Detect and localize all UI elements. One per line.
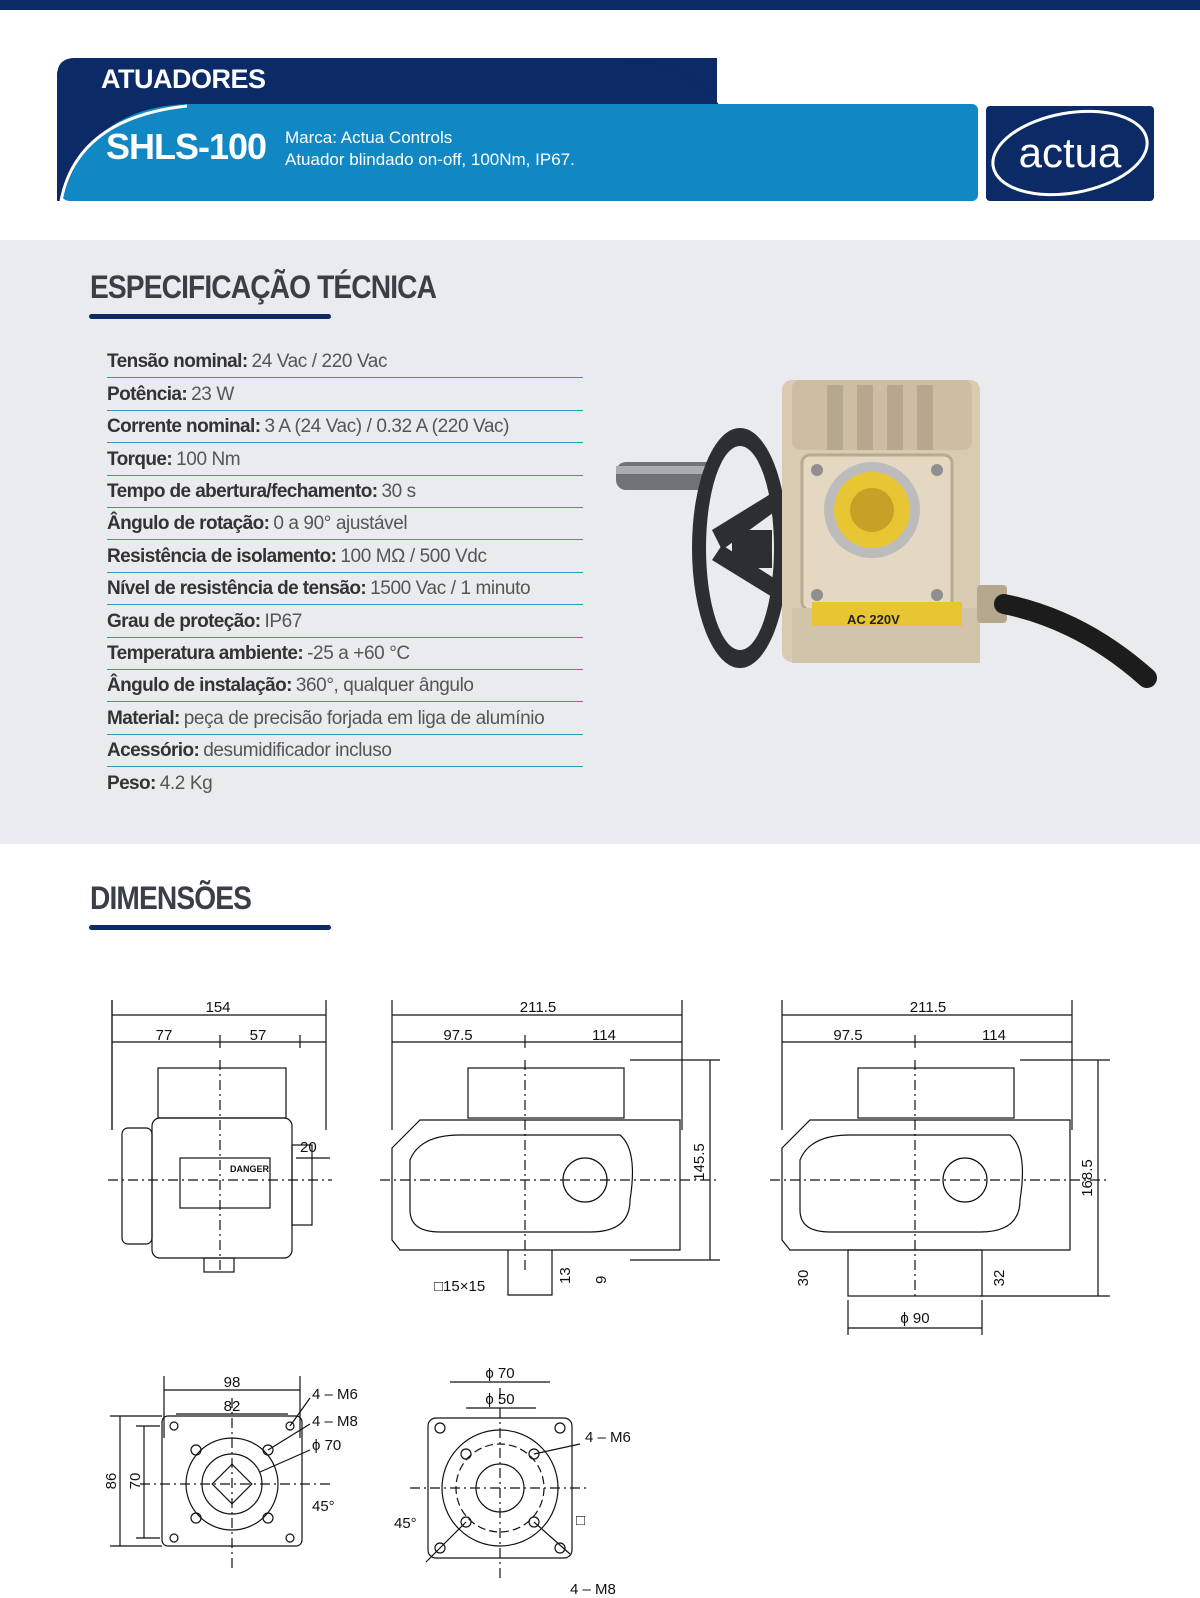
spec-label: Tempo de abertura/fechamento: — [107, 480, 378, 502]
spec-value: 23 W — [191, 383, 234, 405]
spec-label: Acessório: — [107, 740, 200, 762]
logo-text: actua — [1018, 129, 1122, 176]
flange-holes-m6: 4 – M6 — [585, 1429, 631, 1446]
spec-row — [107, 540, 583, 572]
spec-row — [107, 735, 583, 767]
spec-label: Resistência de isolamento: — [107, 545, 337, 567]
flange-square: □ — [576, 1512, 586, 1529]
front-dim-13: 13 — [557, 1267, 574, 1284]
flange-angle: 45° — [394, 1515, 417, 1532]
spec-title: ESPECIFICAÇÃO TÉCNICA — [90, 269, 437, 305]
spec-row — [107, 411, 583, 443]
flange-dia-outer: ϕ 70 — [485, 1368, 515, 1382]
side-dim-left: 77 — [155, 1027, 173, 1044]
front-dim-overall: 211.5 — [519, 1000, 557, 1016]
spec-row — [107, 378, 583, 410]
front-dim-right: 114 — [592, 1027, 616, 1044]
spec-title-underline — [89, 314, 331, 319]
spec-row — [107, 573, 583, 605]
spec-value: desumidificador incluso — [203, 740, 392, 762]
spec-label: Peso: — [107, 773, 156, 795]
side-dim-offset: 20 — [300, 1139, 317, 1156]
actuator-photo — [612, 380, 1162, 715]
header-band-curve — [560, 58, 720, 106]
spec-value: 0 a 90° ajustável — [273, 513, 408, 535]
flange-holes-m8: 4 – M8 — [570, 1581, 616, 1598]
spec-list — [107, 346, 583, 799]
header-description: Atuador blindado on-off, 100Nm, IP67. — [285, 150, 575, 169]
actua-logo — [986, 106, 1154, 201]
base-angle: 45° — [312, 1498, 335, 1515]
top-bar — [0, 0, 1200, 10]
base-holes-m8: 4 – M8 — [312, 1413, 358, 1430]
photo-voltage-label: AC 220V — [847, 612, 900, 627]
spec-label: Ângulo de rotação: — [107, 513, 270, 535]
spec-row — [107, 670, 583, 702]
spec-value: 30 s — [381, 480, 416, 502]
side-dim-overall: 154 — [205, 1000, 231, 1016]
spec-label: Grau de proteção: — [107, 610, 261, 632]
spec-value: 360°, qualquer ângulo — [295, 675, 474, 697]
spec-label: Torque: — [107, 448, 173, 470]
front2-dim-right: 114 — [982, 1027, 1006, 1044]
front2-dim-bottom-dia: ϕ 90 — [900, 1310, 930, 1327]
spec-row — [107, 443, 583, 475]
front-view-drawing — [380, 1000, 730, 1320]
base-view-drawing — [100, 1368, 370, 1598]
header-category: ATUADORES — [101, 64, 266, 94]
front-dim-shaft: □15×15 — [434, 1278, 486, 1295]
spec-row — [107, 702, 583, 734]
spec-value: 3 A (24 Vac) / 0.32 A (220 Vac) — [264, 416, 510, 438]
spec-label: Tensão nominal: — [107, 351, 248, 373]
base-dim-height-inner: 70 — [127, 1472, 144, 1490]
spec-value: -25 a +60 °C — [307, 642, 410, 664]
base-dim-inner: 82 — [223, 1398, 241, 1415]
dimensions-title: DIMENSÕES — [90, 880, 252, 916]
spec-value: IP67 — [264, 610, 302, 632]
spec-value: 24 Vac / 220 Vac — [251, 351, 388, 373]
front2-dim-32: 32 — [991, 1269, 1008, 1287]
side-warning-label: DANGER — [230, 1164, 270, 1174]
front-dim-9: 9 — [593, 1275, 610, 1284]
spec-value: 4.2 Kg — [159, 773, 213, 795]
base-dim-height-outer: 86 — [103, 1472, 120, 1490]
header-brand-block — [285, 127, 575, 171]
front2-dim-left: 97.5 — [833, 1027, 863, 1044]
front-view-2-drawing — [770, 1000, 1130, 1350]
spec-row — [107, 638, 583, 670]
front-dim-height: 145.5 — [691, 1143, 708, 1181]
base-dia: ϕ 70 — [312, 1437, 342, 1454]
spec-value: 100 MΩ / 500 Vdc — [340, 545, 487, 567]
spec-label: Temperatura ambiente: — [107, 642, 304, 664]
front2-dim-30: 30 — [795, 1269, 812, 1287]
dimensions-title-underline — [89, 925, 331, 930]
spec-row — [107, 476, 583, 508]
spec-label: Potência: — [107, 383, 188, 405]
side-dim-right: 57 — [249, 1027, 267, 1044]
flange-dia-inner: ϕ 50 — [485, 1391, 515, 1408]
spec-value: peça de precisão forjada em liga de alumínio — [183, 707, 545, 729]
spec-label: Material: — [107, 707, 180, 729]
header-brand: Marca: Actua Controls — [285, 128, 453, 147]
front-dim-left: 97.5 — [443, 1027, 473, 1044]
side-view-drawing — [100, 1000, 340, 1300]
base-dim-outer: 98 — [223, 1374, 241, 1391]
base-holes-m6: 4 – M6 — [312, 1386, 358, 1403]
spec-row — [107, 346, 583, 378]
front2-dim-height: 168.5 — [1079, 1159, 1096, 1197]
header-model: SHLS-100 — [106, 126, 267, 167]
front2-dim-overall: 211.5 — [909, 1000, 947, 1016]
spec-row — [107, 605, 583, 637]
spec-label: Ângulo de instalação: — [107, 675, 292, 697]
spec-label: Nível de resistência de tensão: — [107, 578, 367, 600]
spec-row — [107, 767, 583, 799]
flange-view-drawing — [390, 1368, 650, 1598]
spec-row — [107, 508, 583, 540]
spec-value: 1500 Vac / 1 minuto — [370, 578, 531, 600]
spec-value: 100 Nm — [176, 448, 241, 470]
spec-label: Corrente nominal: — [107, 416, 261, 438]
